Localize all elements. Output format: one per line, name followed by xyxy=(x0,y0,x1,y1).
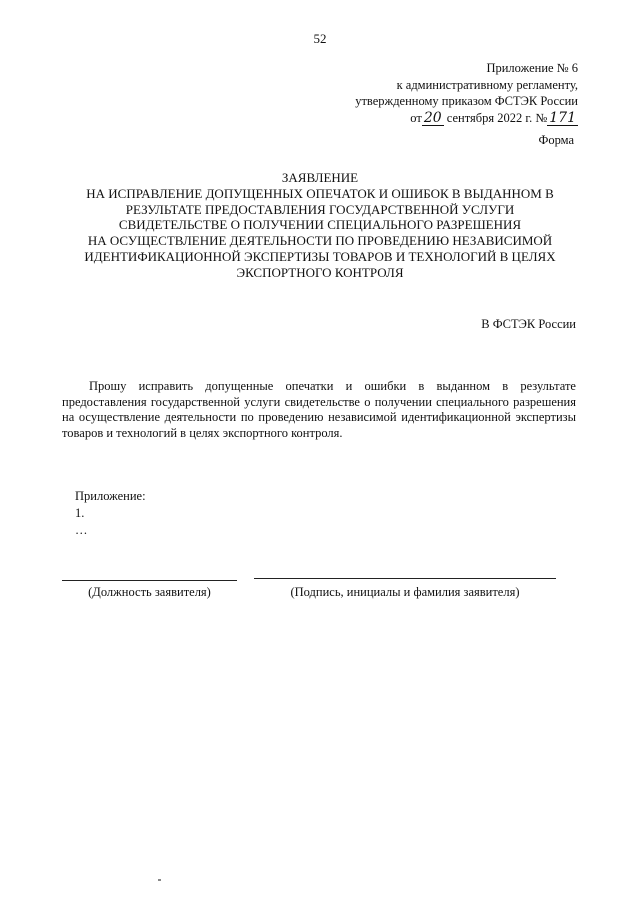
recipient: В ФСТЭК России xyxy=(481,317,576,331)
title-line: НА ИСПРАВЛЕНИЕ ДОПУЩЕННЫХ ОПЕЧАТОК И ОШИБОК В ВЫДАННОМ В xyxy=(86,185,554,201)
document-title xyxy=(60,170,580,281)
title-line: ЗАЯВЛЕНИЕ xyxy=(281,170,359,185)
appendix-approved-by: утвержденному приказом ФСТЭК России xyxy=(355,94,578,108)
attachment-item: 1. xyxy=(75,506,85,520)
title-line: ИДЕНТИФИКАЦИОННОЙ ЭКСПЕРТИЗЫ ТОВАРОВ И ТЕХНОЛОГИЙ В ЦЕЛЯХ xyxy=(84,248,556,264)
date-rest: сентября 2022 г. № xyxy=(446,110,548,125)
signature-caption: (Подпись, инициалы и фамилия заявителя) xyxy=(290,585,520,599)
handwritten-day: 20 xyxy=(423,109,442,126)
appendix-regulation: к административному регламенту, xyxy=(396,77,578,92)
page-number: 52 xyxy=(313,31,327,46)
handwritten-order-number: 171 xyxy=(549,109,576,126)
attachments-block xyxy=(75,488,146,539)
appendix-number: Приложение № 6 xyxy=(486,61,578,75)
name-signature-line xyxy=(254,578,556,579)
position-caption: (Должность заявителя) xyxy=(88,585,211,599)
appendix-date-line xyxy=(355,110,578,127)
form-label: Форма xyxy=(538,133,574,147)
title-line: СВИДЕТЕЛЬСТВЕ О ПОЛУЧЕНИИ СПЕЦИАЛЬНОГО РАЗРЕШЕНИЯ xyxy=(118,217,522,233)
appendix-block xyxy=(355,60,578,126)
title-line: ЭКСПОРТНОГО КОНТРОЛЯ xyxy=(236,264,404,280)
title-line: НА ОСУЩЕСТВЛЕНИЕ ДЕЯТЕЛЬНОСТИ ПО ПРОВЕДЕНИЮ НЕЗАВИСИМОЙ xyxy=(87,233,553,249)
attachment-ellipsis: … xyxy=(75,523,88,537)
request-text: Прошу исправить допущенные опечатки и ошибки в выданном в результате предоставления государственной услуги свидетельстве о получении специального разрешения на осуществление деятельности по проведению независимой идентификационной экспертизы товаров и технологий в целях экспортного контроля. xyxy=(62,379,576,440)
position-signature-line xyxy=(62,580,237,581)
attachments-label: Приложение: xyxy=(75,489,146,503)
scan-speck xyxy=(158,879,161,881)
date-prefix: от xyxy=(410,110,422,125)
title-line: РЕЗУЛЬТАТЕ ПРЕДОСТАВЛЕНИЯ ГОСУДАРСТВЕННОЙ УСЛУГИ xyxy=(125,201,515,217)
